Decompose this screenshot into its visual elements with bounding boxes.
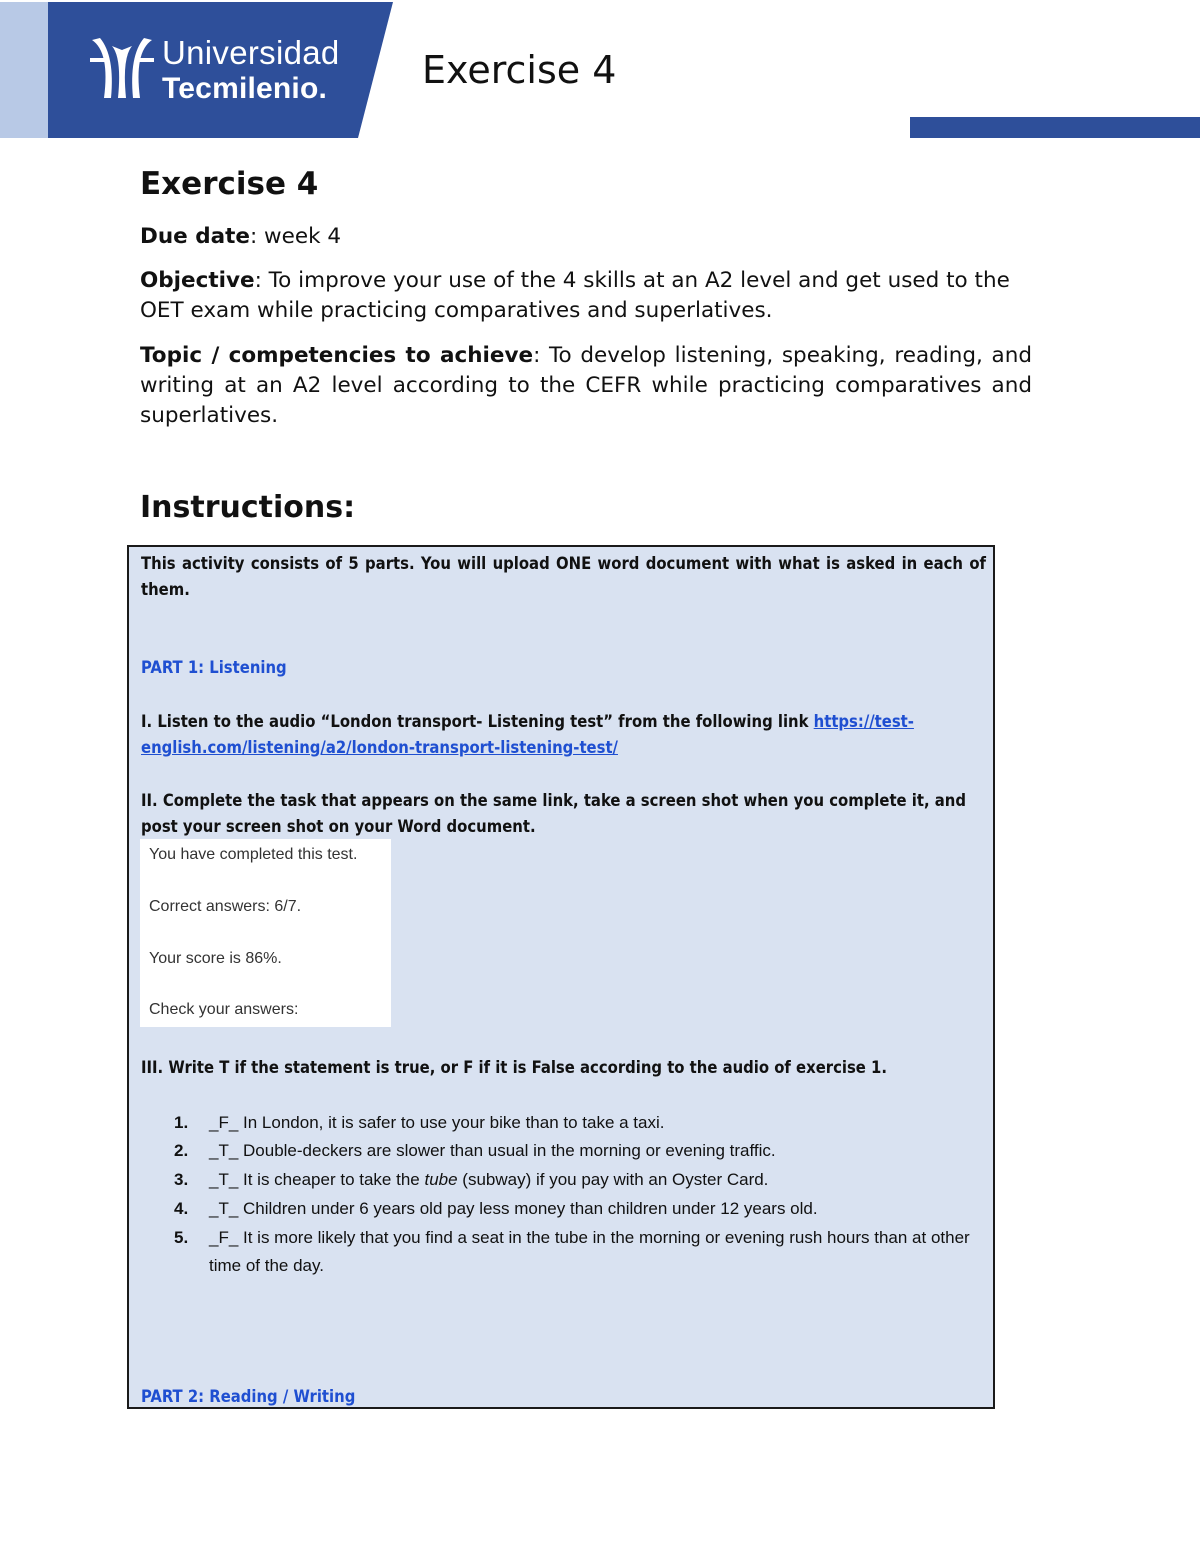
statement-number: 3. <box>174 1170 189 1189</box>
intro-text: This activity consists of 5 parts. You will upload ONE word document with what is asked in each of them. <box>141 554 986 599</box>
step1 <box>141 709 986 761</box>
screenshot-correct-answers: Correct answers: 6/7. <box>149 898 302 915</box>
result-screenshot <box>140 839 391 1027</box>
document-title: Exercise 4 <box>140 166 319 202</box>
part1-heading: PART 1: Listening <box>141 658 287 677</box>
header-title: Exercise 4 <box>422 48 617 92</box>
due-date <box>140 222 1032 252</box>
due-date-label: Due date <box>140 224 250 249</box>
screenshot-score: Your score is 86%. <box>149 950 282 967</box>
statement-text: _F_ It is more likely that you find a seat in the tube in the morning or evening rush hours than at other time of the day. <box>209 1228 970 1275</box>
statement-text: _F_ In London, it is safer to use your bike than to take a taxi. <box>209 1113 665 1132</box>
statement-number: 1. <box>174 1113 189 1132</box>
objective <box>140 266 1032 326</box>
objective-label: Objective <box>140 268 255 293</box>
instructions-box <box>127 545 995 1409</box>
header-light-panel <box>0 2 48 138</box>
part2-heading: PART 2: Reading / Writing <box>141 1387 356 1406</box>
step2-text: II. Complete the task that appears on the same link, take a screen shot when you complete it, and post your screen shot on your Word document. <box>141 791 966 836</box>
statement-number: 4. <box>174 1199 189 1218</box>
screenshot-check-answers: Check your answers: <box>149 1001 299 1018</box>
objective-text: : To improve your use of the 4 skills at an A2 level and get used to the OET exam while practicing comparatives and superlatives. <box>140 268 1010 323</box>
logo-text-universidad: Universidad <box>162 34 340 71</box>
due-date-value: : week 4 <box>249 224 342 249</box>
topic-text: : To develop listening, speaking, reading, and writing at an A2 level according to the CEFR while practicing comparatives and superlatives. <box>140 343 1032 428</box>
statement-text: _T_ Double-deckers are slower than usual in the morning or evening traffic. <box>209 1141 776 1160</box>
topic-competencies <box>140 341 1032 431</box>
step3-text: III. Write T if the statement is true, or F if it is False according to the audio of exercise 1. <box>141 1058 888 1077</box>
header-right-bar <box>910 117 1200 138</box>
statement-text: _T_ Children under 6 years old pay less money than children under 12 years old. <box>209 1199 818 1218</box>
listening-test-link[interactable]: https://test-english.com/listening/a2/london-transport-listening-test/ <box>141 712 914 757</box>
statement-text-after: (subway) if you pay with an Oyster Card. <box>457 1170 769 1189</box>
topic-label: Topic / competencies to achieve <box>140 343 534 368</box>
instructions-heading: Instructions: <box>140 490 356 525</box>
logo-text-tecmilenio: Tecmilenio. <box>162 72 328 105</box>
statement-text-before: _T_ It is cheaper to take the <box>209 1170 425 1189</box>
step1-text: I. Listen to the audio “London transport- Listening test” from the following link <box>141 712 814 731</box>
statement-text <box>209 1166 989 1194</box>
statement-number: 2. <box>174 1141 189 1160</box>
statement-number: 5. <box>174 1228 189 1247</box>
statement-text-italic: tube <box>424 1170 458 1189</box>
screenshot-completed-text: You have completed this test. <box>149 846 358 863</box>
